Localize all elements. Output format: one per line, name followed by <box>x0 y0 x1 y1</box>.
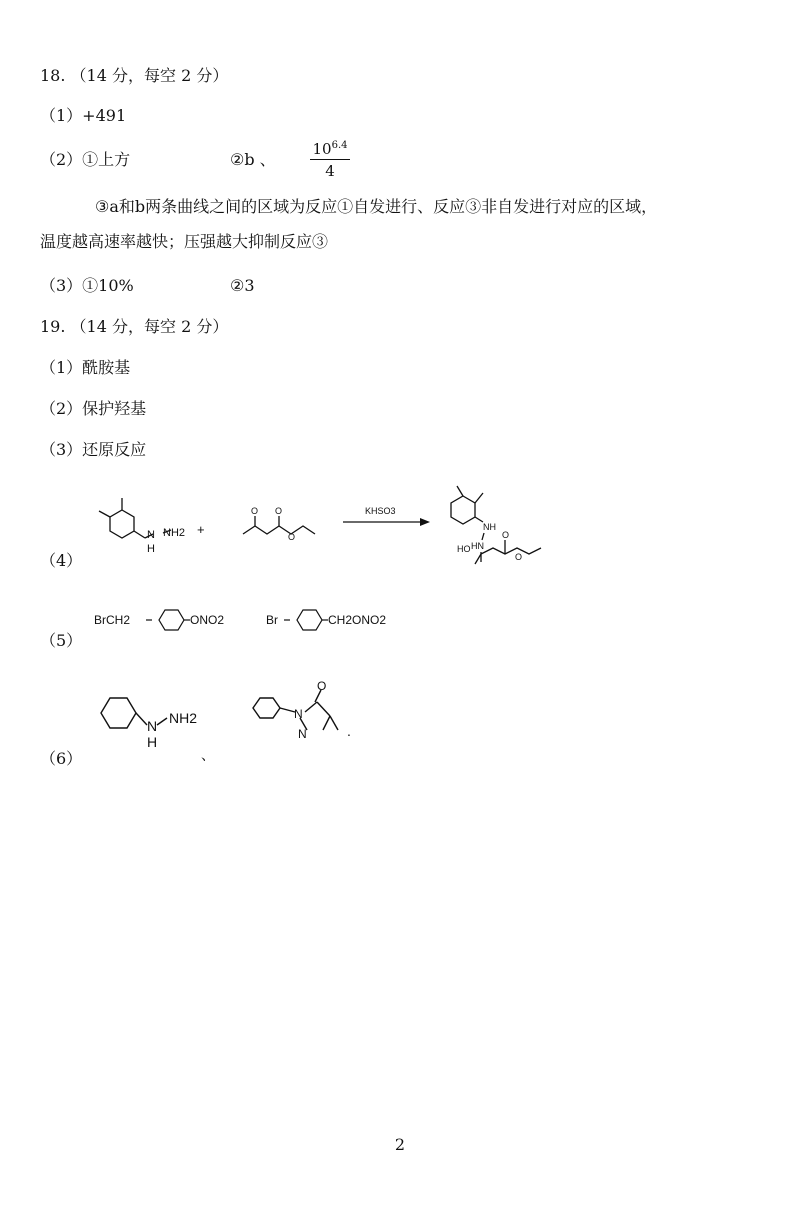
q18-part3-b: ②3 <box>230 276 255 295</box>
fraction <box>310 137 350 180</box>
hydrazine-nh2: NH2 <box>163 527 186 539</box>
q18-part2-3-line1: ③a和b两条曲线之间的区域为反应①自发进行、反应③非自发进行对应的区域， <box>95 197 658 216</box>
part5-structures <box>90 604 410 638</box>
q19-part1: （1）酰胺基 <box>40 358 131 377</box>
reaction-scheme <box>85 478 555 578</box>
part6-structures <box>85 680 385 770</box>
q19-part3: （3）还原反应 <box>40 440 147 459</box>
pyrazolone-phenyl <box>253 698 280 718</box>
q18-part2-3-line2: 温度越高速率越快；压强越大抑制反应③ <box>40 232 329 251</box>
q18-part3-label: （3）①10% <box>40 276 134 295</box>
benzene-ring <box>110 510 134 538</box>
pyrazolone-n2: N <box>298 727 307 741</box>
q19-header: 19. （14 分，每空 2 分） <box>40 317 229 336</box>
ester-carbonyl-o: O <box>275 506 283 516</box>
part5-methylnitrate: CH2ONO2 <box>328 613 387 627</box>
part5-bromo: Br <box>266 613 278 627</box>
product-hn: HN <box>471 541 484 551</box>
part5-nitrate: ONO2 <box>190 613 225 627</box>
product-ester-o: O <box>515 552 523 562</box>
part5-ring-2 <box>297 610 322 630</box>
part6-separator: 、 <box>201 747 215 763</box>
q18-part2-label: （2）①上方 <box>40 150 131 169</box>
q19-part5-label: （5） <box>40 631 83 650</box>
part6-n: N <box>147 718 158 734</box>
q19-part6-label: （6） <box>40 749 83 768</box>
ketone-o: O <box>251 506 259 516</box>
page-number: 2 <box>394 1135 406 1154</box>
product-nh: NH <box>483 522 496 532</box>
part6-dot: . <box>347 723 351 739</box>
q19-part4-label: （4） <box>40 551 83 570</box>
q18-part1: （1）+491 <box>40 106 127 125</box>
fraction-numerator <box>310 137 350 158</box>
fraction-base: 10 <box>312 140 332 158</box>
q18-part2-b: ②b 、 <box>230 150 276 169</box>
fraction-exponent: 6.4 <box>331 140 348 151</box>
part6-h: H <box>147 734 158 750</box>
product-carbonyl-o: O <box>502 530 510 540</box>
reagent-label: KHSO3 <box>365 506 396 516</box>
q19-part2: （2）保护羟基 <box>40 399 147 418</box>
product-benzene-ring <box>451 496 475 524</box>
part5-ring-1 <box>159 610 184 630</box>
hydrazine-n: N <box>147 529 155 541</box>
product-ho: HO <box>457 544 471 554</box>
pyrazolone-n1: N <box>294 707 303 721</box>
q18-header: 18. （14 分，每空 2 分） <box>40 66 229 85</box>
fraction-bar <box>310 159 350 160</box>
part5-bromomethyl: BrCH2 <box>94 613 131 627</box>
fraction-denominator: 4 <box>325 162 335 180</box>
plus-sign: + <box>197 522 205 537</box>
hydrazine-h: H <box>147 543 155 555</box>
pyrazolone-o: O <box>317 680 327 693</box>
part6-nh2: NH2 <box>169 710 198 726</box>
ester-o: O <box>288 532 296 542</box>
phenyl-ring <box>101 698 136 728</box>
